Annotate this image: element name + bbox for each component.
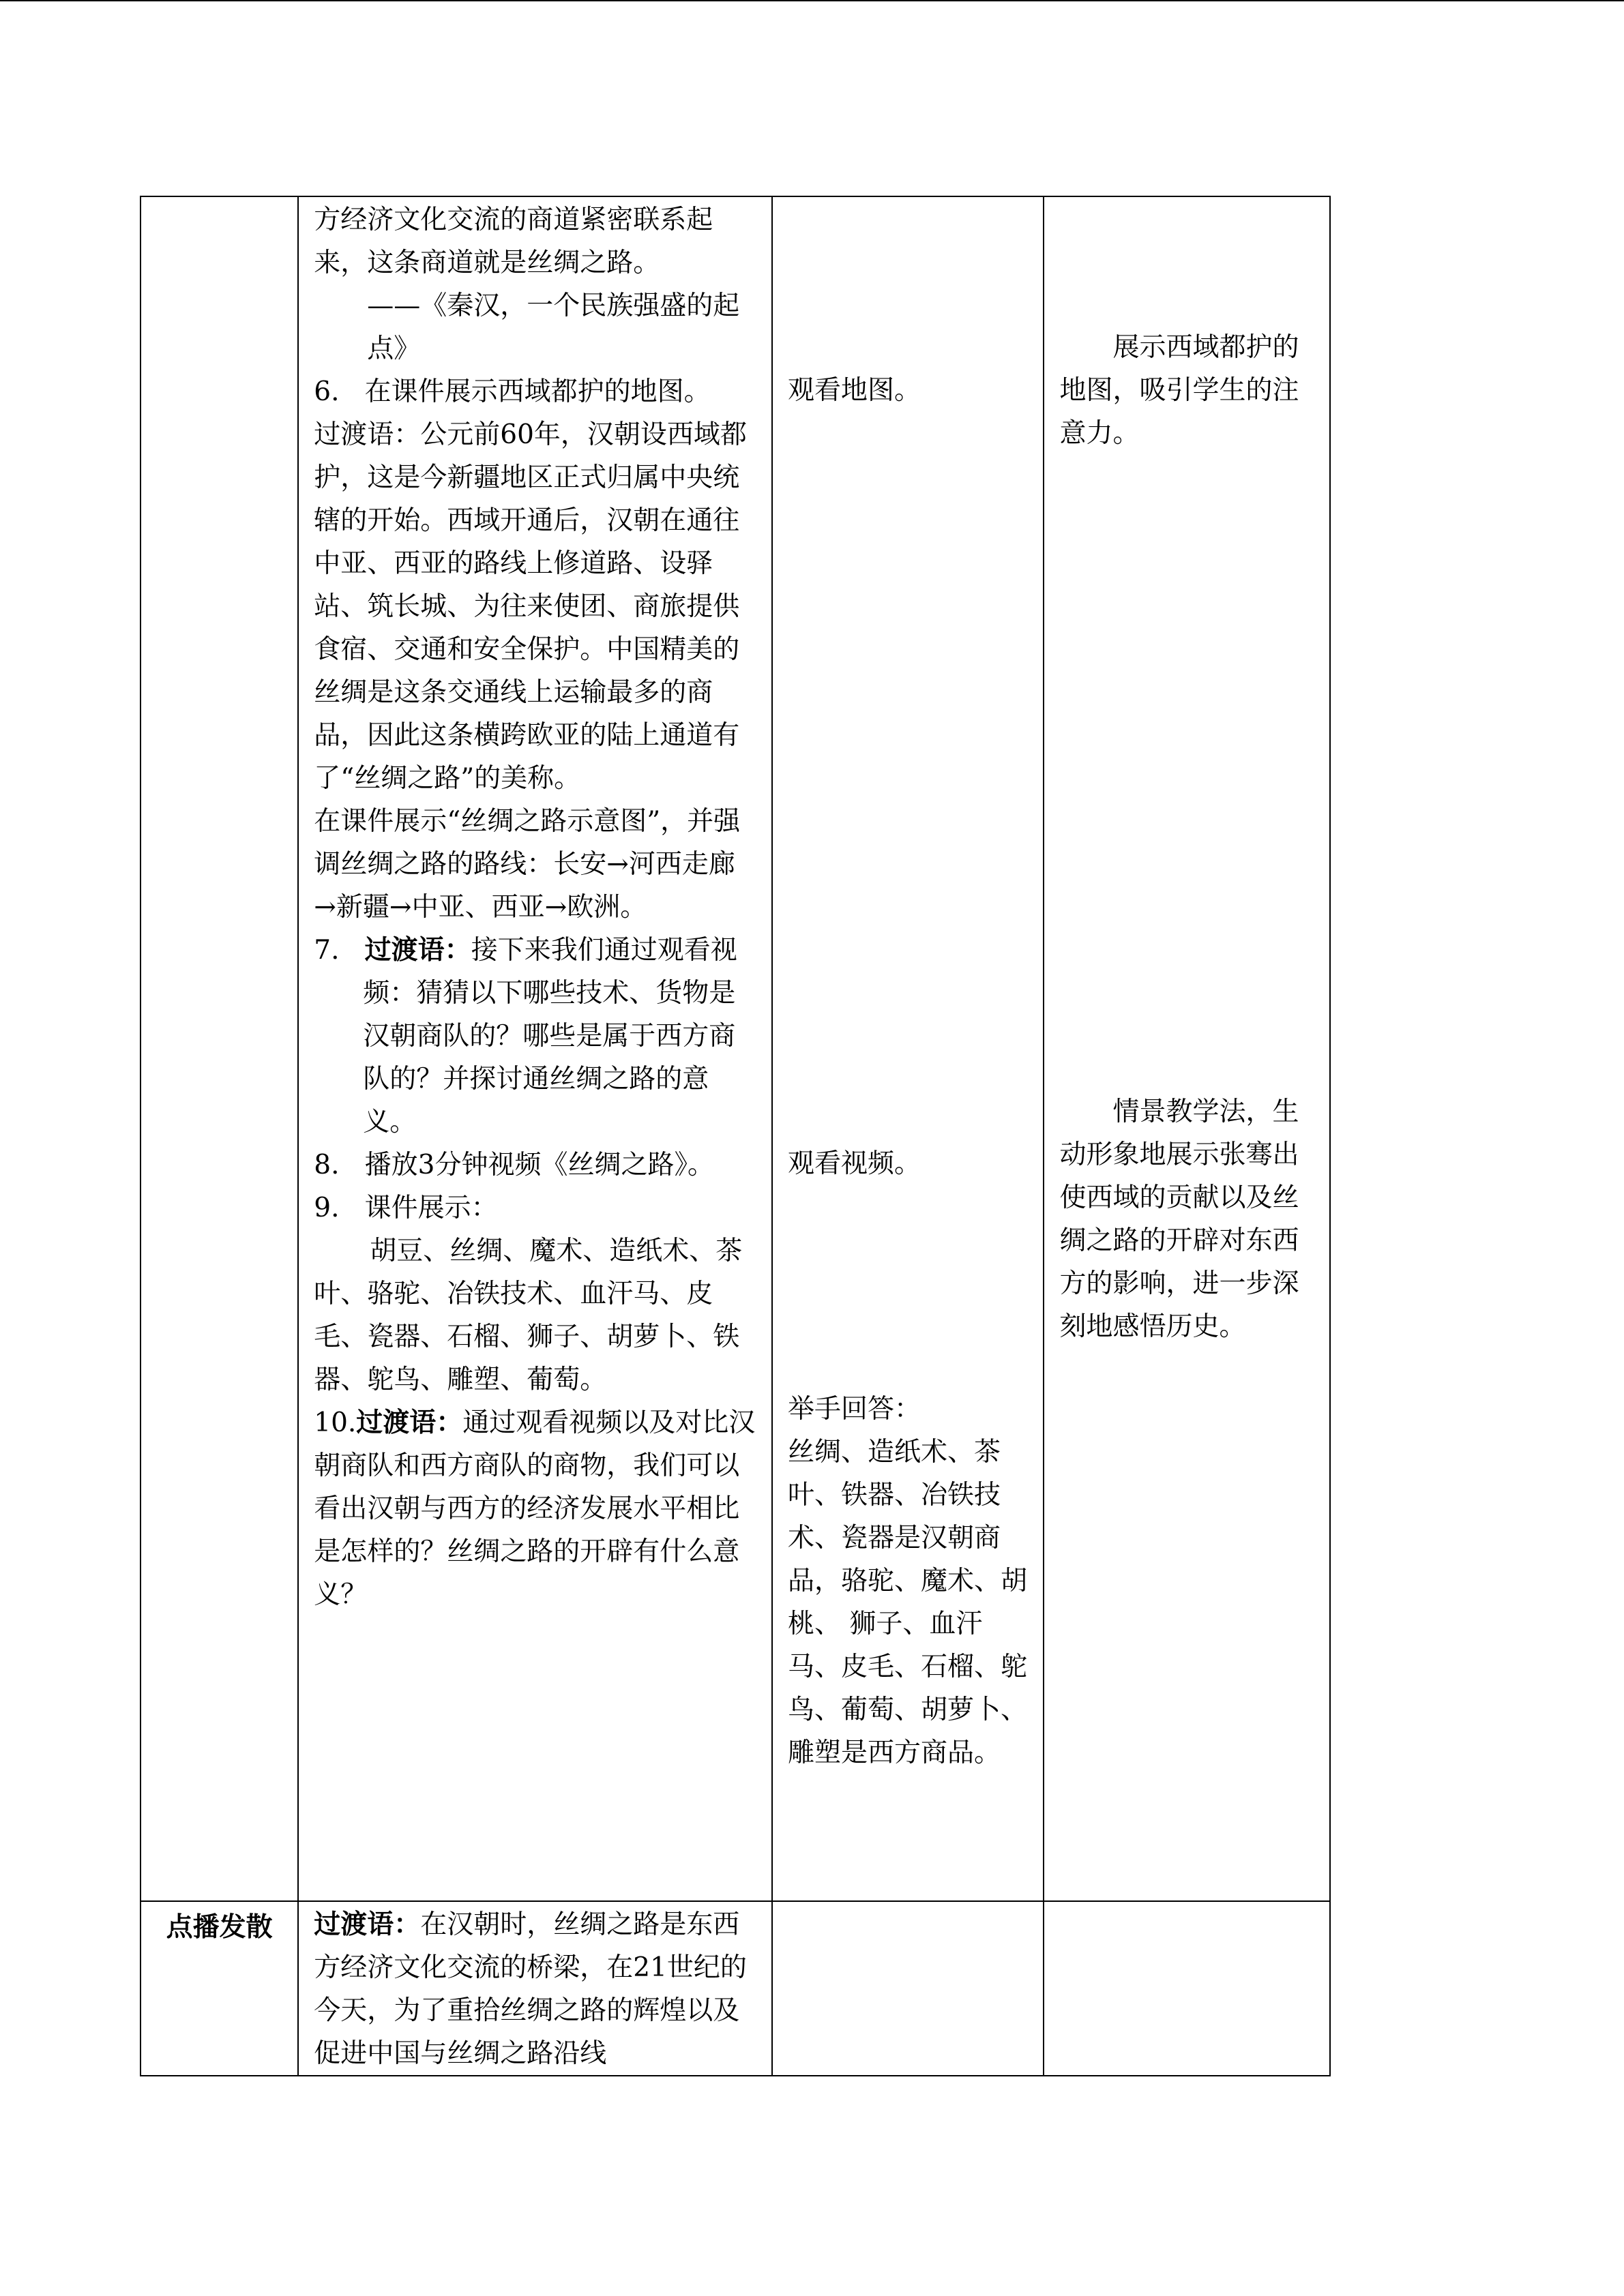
- student-text: 举手回答：: [788, 1394, 921, 1425]
- activity-text: 方经济文化交流的商道紧密联系起来，这条商道就是丝绸之路。: [314, 205, 713, 278]
- list-item: [314, 1401, 756, 1616]
- table-row: [141, 1901, 1330, 2076]
- item-text: 在汉朝时，丝绸之路是东西方经济文化交流的桥梁，在21世纪的今天，为了重拾丝绸之路的辉煌以及促进中国与丝绸之路沿线: [314, 1909, 747, 2069]
- stage-label: 点播发散: [166, 1911, 273, 1943]
- list-item: [314, 1187, 756, 1229]
- item-text: 接下来我们通过观看视频：猜猜以下哪些技术、货物是汉朝商队的？哪些是属于西方商队的？并探讨通丝绸之路的意义。: [363, 935, 737, 1137]
- lesson-plan-table: [140, 196, 1331, 2076]
- item-number: 8.: [314, 1150, 340, 1180]
- student-activity-cell: [772, 196, 1044, 1901]
- student-text: 观看地图。: [788, 375, 921, 406]
- item-number: 9.: [314, 1193, 340, 1223]
- activity-text: 胡豆、丝绸、魔术、造纸术、茶叶、骆驼、冶铁技术、血汗马、皮毛、瓷器、石榴、狮子、胡萝卜、铁器、鸵鸟、雕塑、葡萄。: [314, 1236, 743, 1395]
- list-item: [314, 1144, 756, 1187]
- item-text: 课件展示：: [364, 1193, 498, 1223]
- page-top-border: [0, 0, 1624, 1]
- student-text: 丝绸、造纸术、茶叶、铁器、冶铁技术、瓷器是汉朝商品，骆驼、魔术、胡桃、 狮子、血汗马、皮毛、石榴、鸵鸟、葡萄、胡萝卜、雕塑是西方商品。: [788, 1437, 1028, 1768]
- activity-text: [314, 1903, 756, 2075]
- stage-cell: [141, 196, 298, 1901]
- teacher-activity-cell: [298, 196, 772, 1901]
- item-number: 7.: [314, 935, 340, 966]
- intent-text: 情景教学法，生动形象地展示张骞出使西域的贡献以及丝绸之路的开辟对东西方的影响，进一步深刻地感悟历史。: [1059, 1097, 1299, 1342]
- activity-text: 过渡语：公元前60年，汉朝设西域都护，这是今新疆地区正式归属中央统辖的开始。西域开通后，汉朝在通往中亚、西亚的路线上修道路、设驿站、筑长城、为往来使团、商旅提供食宿、交通和安全保护。中国精美的丝绸是这条交通线上运输最多的商品，因此这条横跨欧亚的陆上通道有了“丝绸之路”的美称。: [314, 419, 747, 794]
- item-label: 过渡语：: [356, 1407, 463, 1438]
- design-intent-cell: [1044, 196, 1330, 1901]
- teacher-activity-cell: [298, 1901, 772, 2076]
- design-intent-cell: [1044, 1901, 1330, 2076]
- item-text: 通过观看视频以及对比汉朝商队和西方商队的商物，我们可以看出汉朝与西方的经济发展水平相比是怎样的？丝绸之路的开辟有什么意义？: [314, 1407, 756, 1610]
- student-text: 观看视频。: [788, 1148, 921, 1179]
- table-row: [141, 196, 1330, 1901]
- item-text: 在课件展示西域都护的地图。: [364, 376, 711, 407]
- item-label: 过渡语：: [364, 934, 471, 966]
- list-item: [314, 370, 756, 413]
- list-item: [314, 929, 756, 1144]
- student-activity-cell: [772, 1901, 1044, 2076]
- item-number: 10.: [314, 1407, 357, 1438]
- stage-cell: [141, 1901, 298, 2076]
- quote-source: ——《秦汉，一个民族强盛的起点》: [367, 290, 740, 364]
- item-number: 6.: [314, 376, 340, 407]
- activity-text: 在课件展示“丝绸之路示意图”，并强调丝绸之路的路线：长安→河西走廊→新疆→中亚、西亚→欧洲。: [314, 806, 741, 923]
- intent-text: 展示西域都护的地图，吸引学生的注意力。: [1059, 332, 1299, 449]
- item-text: 播放3分钟视频《丝绸之路》。: [364, 1150, 714, 1180]
- item-label: 过渡语：: [314, 1909, 421, 1940]
